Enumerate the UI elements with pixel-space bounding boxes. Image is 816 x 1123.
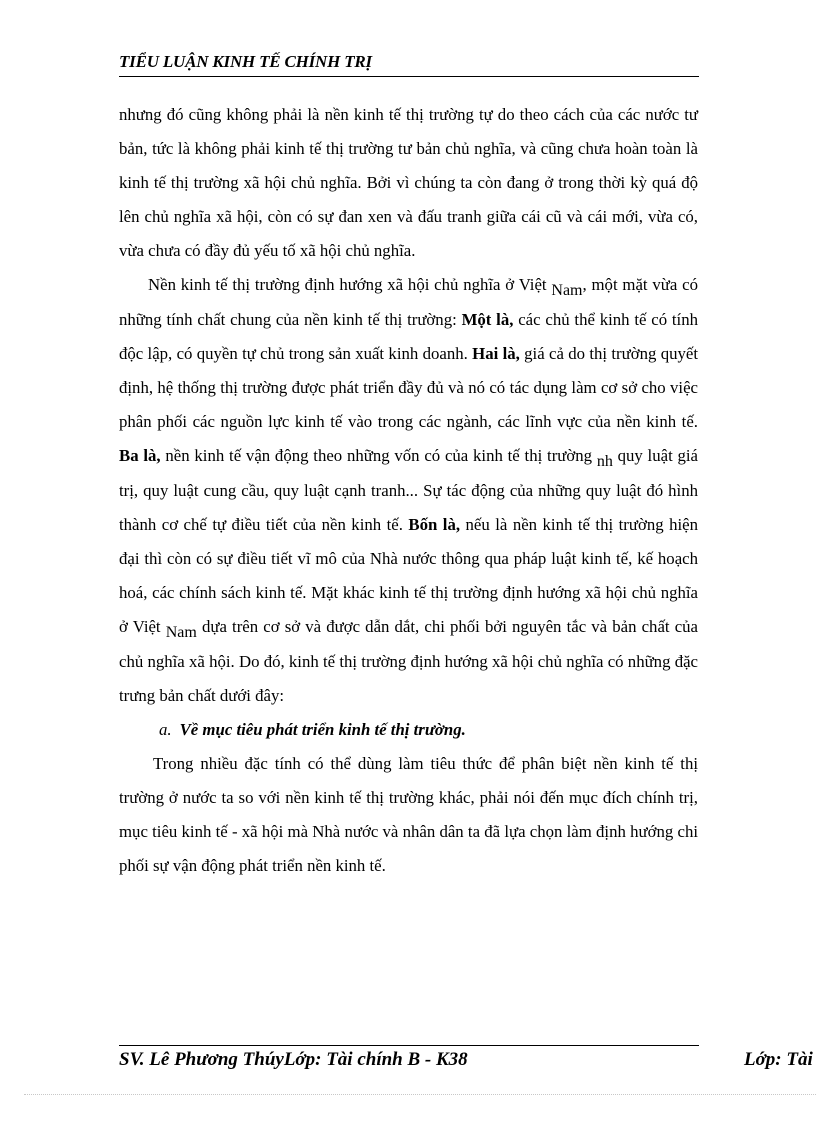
paragraph-text: nếu là nền kinh tế thị trường hiện đại thì còn có sự điều tiết vĩ mô của Nhà nước thông qua pháp luật kinh tế, kế hoạch hoá, các chính sách kinh tế. Mặt khác kinh tế thị trường định hướng xã hội chủ nghĩa ở Việt <box>119 515 698 636</box>
paragraph-continuation: nhưng đó cũng không phải là nền kinh tế thị trường tự do theo cách của các nước tư bản, tức là không phải kinh tế thị trường tư bản chủ nghĩa, và cũng chưa hoàn toàn là kinh tế thị trường xã hội chủ nghĩa. Bởi vì chúng ta còn đang ở trong thời kỳ quá độ lên chủ nghĩa xã hội, còn có sự đan xen và đấu tranh giữa cái cũ và cái mới, vừa có, vừa chưa có đầy đủ yếu tố xã hội chủ nghĩa. <box>119 105 698 260</box>
bold-label-one: Một là, <box>461 310 514 329</box>
bold-label-three: Ba là, <box>119 446 161 465</box>
paragraph-text: Nền kinh tế thị trường định hướng xã hội chủ nghĩa ở Việt <box>148 275 552 294</box>
paragraph-text-lowered: Nam <box>551 282 583 299</box>
section-heading-a <box>119 713 698 747</box>
header-divider <box>119 76 699 77</box>
paragraph-text: nền kinh tế vận động theo những vốn có của kinh tế thị trường <box>160 446 597 465</box>
paragraph-text: dựa trên cơ sở và được dẫn dắt, chi phối bởi nguyên tắc và bản chất của chủ nghĩa xã hội. Do đó, kinh tế thị trường định hướng xã hội chủ nghĩa có những đặc trưng bản chất dưới đây: <box>119 617 698 705</box>
paragraph-text: quy luật giá trị, quy luật cung cầu, quy luật cạnh tranh... Sự tác động của những quy luật đó hình thành cơ chế tự điều tiết của nền kinh tế. <box>119 446 699 534</box>
paragraph-text: giá cả do thị trường quyết định, hệ thống thị trường được phát triển đầy đủ và nó có tác dụng làm cơ sở cho việc phân phối các nguồn lực kinh tế vào trong các ngành, các lĩnh vực của nền kinh tế. <box>119 344 698 431</box>
bold-label-four: Bốn là, <box>408 515 461 534</box>
footer-student-info: SV. Lê Phương ThúyLớp: Tài chính B - K38 <box>119 1049 468 1070</box>
footer-divider <box>119 1045 699 1046</box>
section-marker: a. <box>159 720 172 739</box>
page-bottom-dotted-border <box>24 1094 816 1095</box>
paragraph-text: , một mặt vừa có những tính chất chung của nền kinh tế thị trường: <box>119 275 698 329</box>
section-title: Về mục tiêu phát triển kinh tế thị trường. <box>179 720 466 739</box>
paragraph-market-economy <box>119 268 698 713</box>
document-body <box>119 98 698 883</box>
page-header-title: TIỂU LUẬN KINH TẾ CHÍNH TRỊ <box>119 52 372 71</box>
paragraph-text: các chủ thể kinh tế có tính độc lập, có quyền tự chủ trong sản xuất kinh doanh. <box>119 310 698 363</box>
paragraph-text-lowered: Nam <box>165 624 197 641</box>
paragraph-goals: Trong nhiều đặc tính có thể dùng làm tiêu thức để phân biệt nền kinh tế thị trường ở nước ta so với nền kinh tế thị trường khác, phải nói đến mục đích chính trị, mục tiêu kinh tế - xã hội mà Nhà nước và nhân dân ta đã lựa chọn làm định hướng chi phối sự vận động phát triển nền kinh tế. <box>119 754 698 875</box>
footer-class-info: Lớp: Tài <box>744 1049 813 1070</box>
bold-label-two: Hai là, <box>472 344 520 363</box>
paragraph-text-lowered: nh <box>596 453 613 470</box>
